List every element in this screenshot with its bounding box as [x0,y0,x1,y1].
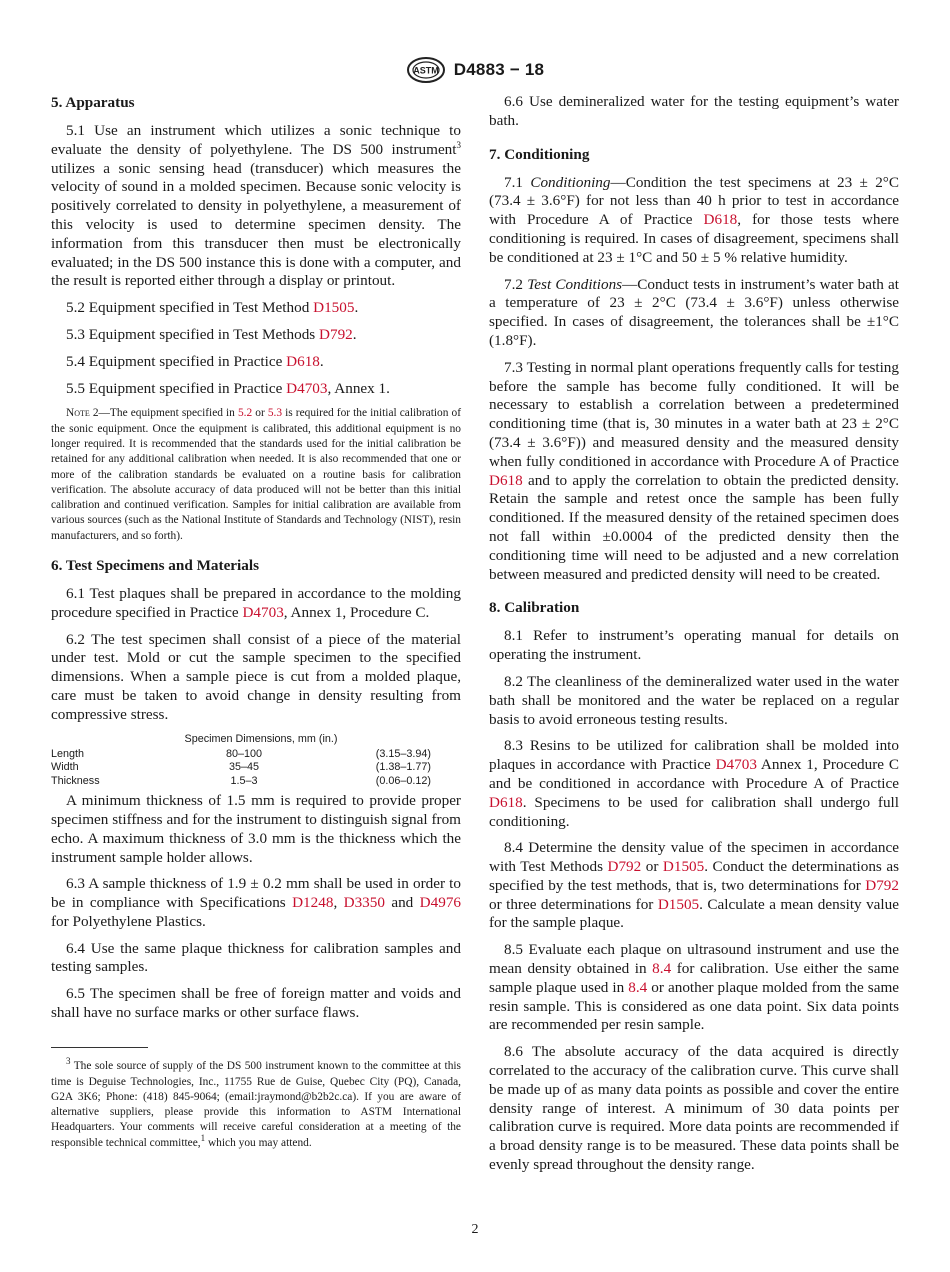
document-number: D4883 − 18 [453,60,545,79]
paragraph-8-5: 8.5 Evaluate each plaque on ultrasound instrument and use the mean density obtained in 8.4 for calibration. Use either the same sample plaque used in 8.4 or another plaque molded from the same resin sample. This is considered as one data point. Six data points are recommended per resin sample. [489,941,899,1034]
section-5-heading: 5. Apparatus [51,94,135,111]
paragraph-5-1: 5.1 Use an instrument which utilizes a sonic technique to evaluate the density of polyethylene. The DS 500 instrument$^3$ utilizes a sonic sensing head (transducer) which measures the velocity of sound in a molded specimen. Because sonic velocity is positively correlated to density in polyethylene, a measurement of this velocity is used to determine specimen density. The information from this transducer then must be electronically evaluated; in the DS 500 instance this is done with a computer, and the result is reported either through a display or printout. [51,122,461,290]
table-row: Length 80–100 (3.15–3.94) [51,747,431,760]
paragraph-7-2: 7.2 Test Conditions—Conduct tests in instrument’s water bath at a temperature of 23 ± 2°C (73.4 ± 3.6°F) unless otherwise specified. In cases of disagreement, the tolerances shall be ±1°C (1.8°F). [489,275,899,349]
footnote-ref-3: 3 [456,139,461,150]
footnote-divider [51,1047,148,1048]
link-d4703[interactable]: D4703 [286,379,328,397]
paragraph-6-5: 6.5 The specimen shall be free of foreign matter and voids and shall have no surface marks or other surface flaws. [51,985,461,1022]
link-d1248[interactable]: D1248 [292,894,334,912]
link-d792[interactable]: D792 [607,858,642,876]
link-d618[interactable]: D618 [703,211,738,229]
footnote-3: $^3$ The sole source of supply of the DS 500 instrument known to the committee at this time is Deguise Technologies, Inc., 11755 Rue de Guise, Quebec City (PQ), Canada, G2A 3K6; Phone: (418) 845-9064; (email:jraymond@b2b2c.ca). If you are aware of alternative suppliers, please provide this information to ASTM International Headquarters. Your comments will receive careful consideration at a meeting of the responsible technical committee,$^1$ which you may attend. [51,1056,461,1149]
paragraph-8-4: 8.4 Determine the density value of the specimen in accordance with Test Methods D792 or D1505. Conduct the determinations as specified by the test methods, that is, two determinations for D792 or three determinations for D1505. Calculate a mean density value for the sample plaque. [489,839,899,932]
section-8-heading: 8. Calibration [489,599,580,617]
specimen-dimensions-table [51,733,431,789]
link-5-3[interactable]: 5.3 [267,407,283,420]
link-d4976[interactable]: D4976 [419,894,462,912]
link-d792[interactable]: D792 [865,876,899,894]
right-column [489,93,899,1183]
table-row: Width 35–45 (1.38–1.77) [51,761,431,774]
link-d3350[interactable]: D3350 [343,894,385,912]
left-column [51,93,461,1162]
paragraph-5-2: 5.2 Equipment specified in Test Method D1505. [66,299,359,317]
note-2: Note 2—The equipment specified in 5.2 or 5.3 is required for the initial calibration of the sonic equipment. Once the equipment is calibrated, this additional equipment is no longer required. It is recommended that the standards used for the initial calibration be retained for any additional calibration when needed. It is also recommended that one or more of the calibration standards be evaluated on a routine basis for calibration verification. The absolute accuracy of data produced will not be better than this initial calibration and continued verification. Samples for initial calibration are available from various sources (such as the National Institute of Standards and Technology (NIST), resin manufacturers, and so forth). [51,407,461,542]
note-label: Note [66,407,90,420]
paragraph-7-1: 7.1 Conditioning—Condition the test specimens at 23 ± 2°C (73.4 ± 3.6°F) for not less than 40 h prior to test in accordance with Procedure A of Practice D618, for those tests where conditioning is required. In cases of disagreement, specimens shall be conditioned at 23 ± 1°C and 50 ± 5 % relative humidity. [489,173,900,266]
link-d792[interactable]: D792 [319,325,353,343]
link-d1505[interactable]: D1505 [657,895,700,913]
link-8-4[interactable]: 8.4 [652,960,672,978]
link-d4703[interactable]: D4703 [715,756,757,774]
paragraph-5-3: 5.3 Equipment specified in Test Methods D792. [66,325,357,343]
link-d618[interactable]: D618 [489,793,523,811]
table-caption: Specimen Dimensions, mm (in.) [184,732,338,745]
paragraph-6-2: 6.2 The test specimen shall consist of a piece of the material under test. Mold or cut the sample specimen to the specified dimensions. When a sample piece is cut from a molded plaque, care must be taken to avoid change in density resulting from compressive stress. [51,630,461,723]
paragraph-6-1: 6.1 Test plaques shall be prepared in accordance to the molding procedure specified in Practice D4703, Annex 1, Procedure C. [51,585,461,621]
link-d1505[interactable]: D1505 [313,299,355,317]
paragraph-6-3: 6.3 A sample thickness of 1.9 ± 0.2 mm shall be used in order to be in compliance with Specifications D1248, D3350 and D4976 for Polyethylene Plastics. [51,875,462,930]
paragraph-6-4: 6.4 Use the same plaque thickness for calibration samples and testing samples. [51,939,461,976]
paragraph-8-6: 8.6 The absolute accuracy of the data acquired is directly correlated to the accuracy of the calibration curve. This curve shall be made up of as many data points as possible and cover the entire density range of interest. A minimum of 30 data points per calibration curve is required. More data points are recommended if a broad density range is to be measured. These data points shall be evenly spread throughout the density range. [489,1043,899,1174]
page-number: 2 [471,1222,479,1237]
link-d618[interactable]: D618 [286,352,320,370]
paragraph-8-2: 8.2 The cleanliness of the demineralized water used in the water bath shall be monitored and the water be replaced on a regular basis to avoid erroneous testing results. [489,672,899,728]
link-d1505[interactable]: D1505 [662,858,705,876]
paragraph-7-3: 7.3 Testing in normal plant operations frequently calls for testing before the sample has become fully conditioned. It will be necessary to establish a correlation between a predetermined conditioning time (that is, 30 minutes in a water bath at 23 ± 2°C (73.4 ± 3.6°F)) and measured density and the measured density when fully conditioned in accordance with Procedure A of Practice D618 and to apply the correlation to obtain the predicted density. Retain the sample and retest once the sample has been fully conditioned. If the measured density of the retained specimen does not fall within ±0.0004 of the predicted density then the conditioning time will need to be adjusted and a new correlation between measured and predicted density will need to be created. [489,358,899,583]
paragraph-6-6: 6.6 Use demineralized water for the testing equipment’s water bath. [489,93,899,129]
section-7-heading: 7. Conditioning [489,145,590,163]
table-row: Thickness 1.5–3 (0.06–0.12) [51,774,431,787]
link-d618[interactable]: D618 [489,471,523,489]
link-8-4[interactable]: 8.4 [628,978,648,996]
section-6-heading: 6. Test Specimens and Materials [51,557,259,575]
paragraph-5-4: 5.4 Equipment specified in Practice D618. [66,352,324,370]
astm-logo-icon [406,56,446,84]
paragraph-minimum-thickness: A minimum thickness of 1.5 mm is required to provide proper specimen stiffness and for the instrument to distinguish signal from echo. A maximum thickness of 3.0 mm is the thickness which the instrument sample holder allows. [51,792,461,866]
paragraph-5-5: 5.5 Equipment specified in Practice D4703, Annex 1. [66,379,390,397]
link-5-2[interactable]: 5.2 [237,407,253,420]
paragraph-8-1: 8.1 Refer to instrument’s operating manual for details on operating the instrument. [489,627,899,664]
paragraph-8-3: 8.3 Resins to be utilized for calibration shall be molded into plaques in accordance with Practice D4703 Annex 1, Procedure C and be conditioned in accordance with Procedure A of Practice D618. Specimens to be used for calibration shall undergo full conditioning. [489,737,899,830]
link-d4703[interactable]: D4703 [242,603,284,621]
page-header [0,56,950,84]
logo-text: ASTM [413,65,439,76]
